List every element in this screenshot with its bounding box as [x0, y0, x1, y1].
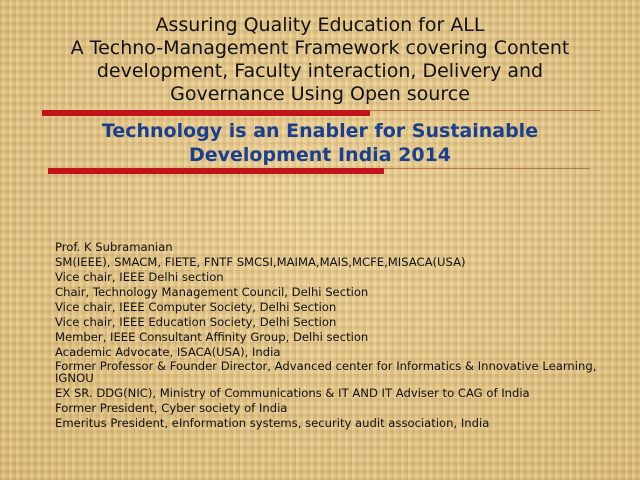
detail-line: Former Professor & Founder Director, Advanced center for Informatics & Innovative Learning, IGNOU [55, 359, 597, 385]
detail-line: Chair, Technology Management Council, Delhi Section [55, 285, 369, 299]
presenter-details [55, 240, 615, 431]
subtitle-line-2: Development India 2014 [188, 144, 452, 166]
detail-line: EX SR. DDG(NIC), Ministry of Communications & IT AND IT Adviser to CAG of India [55, 386, 530, 400]
red-rule-top [42, 110, 370, 116]
detail-line: Former President, Cyber society of India [55, 401, 288, 415]
title-line-2: A Techno-Management Framework covering Content [70, 37, 570, 59]
detail-line: Member, IEEE Consultant Affinity Group, Delhi section [55, 330, 369, 344]
thin-rule-bottom [384, 168, 590, 169]
detail-line: Vice chair, IEEE Computer Society, Delhi Section [55, 300, 337, 314]
presenter-name: Prof. K Subramanian [55, 240, 173, 254]
red-rule-bottom [48, 168, 384, 174]
detail-line: Vice chair, IEEE Delhi section [55, 270, 224, 284]
detail-line: SM(IEEE), SMACM, FIETE, FNTF SMCSI,MAIMA,MAIS,MCFE,MISACA(USA) [55, 255, 466, 269]
detail-line: Emeritus President, eInformation systems, security audit association, India [55, 416, 490, 430]
title-line-1: Assuring Quality Education for ALL [155, 14, 485, 36]
detail-line: Vice chair, IEEE Education Society, Delhi Section [55, 315, 337, 329]
title-line-3: development, Faculty interaction, Delivery and [96, 60, 544, 82]
thin-rule-top [370, 110, 600, 111]
slide-subtitle [40, 119, 600, 167]
title-line-4: Governance Using Open source [170, 83, 470, 105]
slide-title [20, 14, 620, 106]
detail-line: Academic Advocate, ISACA(USA), India [55, 345, 281, 359]
subtitle-line-1: Technology is an Enabler for Sustainable [101, 120, 539, 142]
